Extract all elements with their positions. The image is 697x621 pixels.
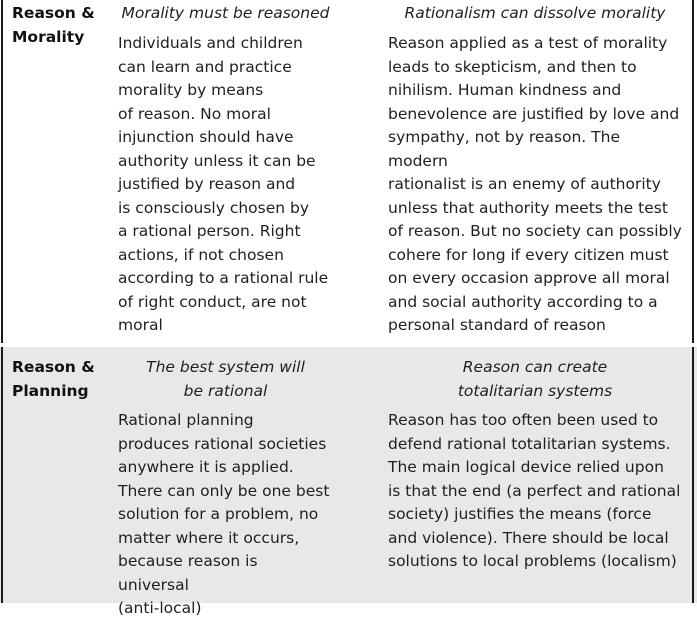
row-topic: Reason & Morality — [12, 4, 95, 46]
right-border — [692, 0, 694, 343]
right-column-text: Reason applied as a test of morality leads to skepticism, and then to nihilism. Human kindness and benevolence are justified by love and sympathy, not by reason. The modern rationalist is an enemy of authority unless that authority meets the test of reason. But no society can possibly cohere for long if every citizen must on every occasion approve all moral and social authority according to a personal standard of reason — [388, 34, 682, 334]
left-column-text: Rational planning produces rational societies anywhere it is applied. There can only be one best solution for a problem, no matter where it occurs, because reason is universal (anti-local) — [118, 411, 330, 617]
left-column-text: Individuals and children can learn and practice morality by means of reason. No moral injunction should have authority unless it can be justified by reason and is consciously chosen by a rational person. Right actions, if not chosen according to a rational rule of right conduct, are not moral — [118, 34, 329, 334]
right-border — [692, 347, 694, 603]
left-border — [1, 0, 3, 343]
left-column-heading: Morality must be reasoned — [121, 4, 330, 22]
left-column-heading: The best system will be rational — [146, 358, 305, 400]
right-column-heading: Rationalism can dissolve morality — [404, 4, 666, 22]
table-row-reason-planning — [0, 347, 697, 617]
left-border — [1, 347, 3, 603]
right-column-text: Reason has too often been used to defend rational totalitarian systems. The main logical device relied upon is that the end (a perfect and rational society) justifies the means (force and violence). There should be local solutions to local problems (localism) — [388, 411, 681, 570]
row-topic: Reason & Planning — [12, 358, 95, 400]
right-column-heading: Reason can create totalitarian systems — [457, 358, 613, 400]
